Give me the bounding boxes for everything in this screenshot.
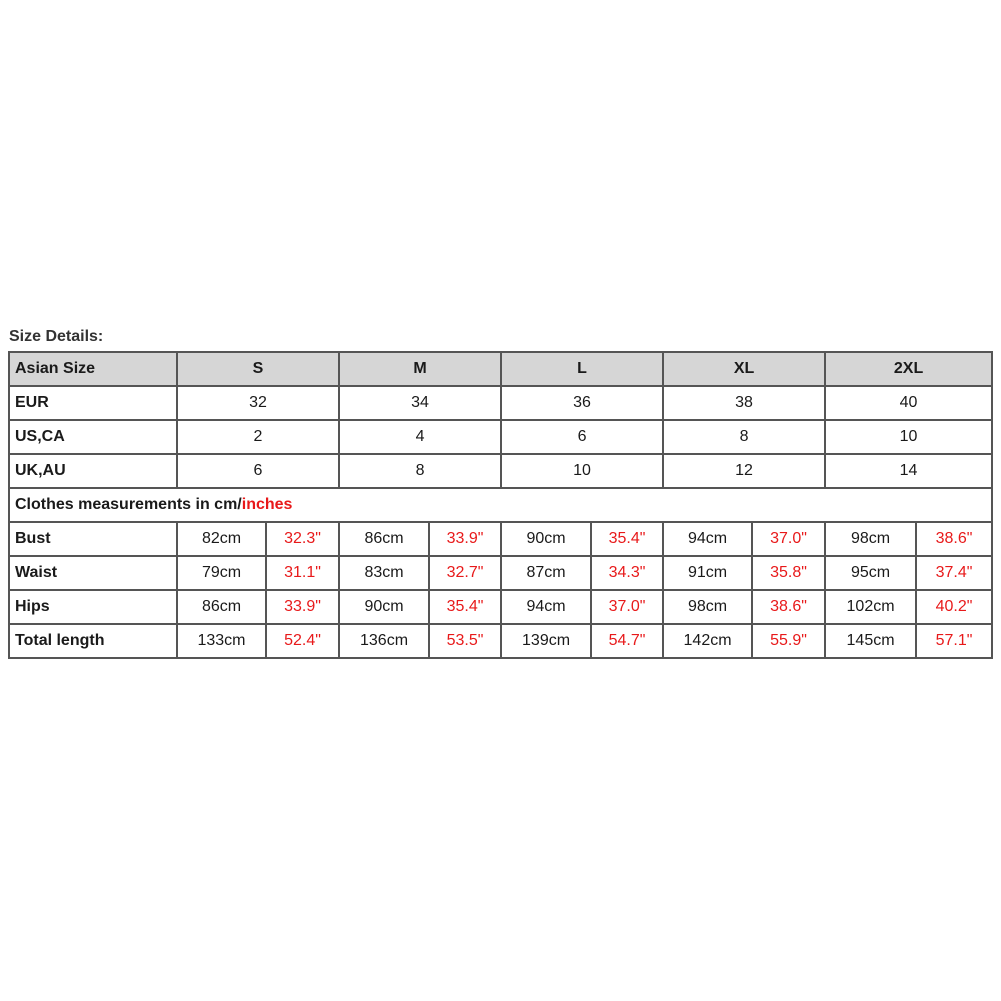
inch-cell: 38.6" — [916, 522, 992, 556]
inch-cell: 37.4" — [916, 556, 992, 590]
cm-cell: 136cm — [339, 624, 429, 658]
cm-cell: 133cm — [177, 624, 266, 658]
row-label-bust: Bust — [9, 522, 177, 556]
cm-cell: 79cm — [177, 556, 266, 590]
measurements-heading — [9, 488, 992, 522]
table-cell: 34 — [339, 386, 501, 420]
cm-cell: 91cm — [663, 556, 752, 590]
inch-cell: 38.6" — [752, 590, 825, 624]
cm-cell: 98cm — [663, 590, 752, 624]
table-row — [9, 386, 992, 420]
cm-cell: 145cm — [825, 624, 916, 658]
inch-cell: 33.9" — [429, 522, 501, 556]
measurements-heading-prefix: Clothes measurements in cm/ — [15, 496, 242, 513]
row-label-hips: Hips — [9, 590, 177, 624]
table-row — [9, 556, 992, 590]
inch-cell: 57.1" — [916, 624, 992, 658]
table-cell: 8 — [663, 420, 825, 454]
table-row — [9, 420, 992, 454]
inch-cell: 54.7" — [591, 624, 663, 658]
table-cell: 14 — [825, 454, 992, 488]
cm-cell: 94cm — [501, 590, 591, 624]
size-details-caption: Size Details: — [9, 328, 104, 345]
cm-cell: 82cm — [177, 522, 266, 556]
cm-cell: 98cm — [825, 522, 916, 556]
measurements-heading-row — [9, 488, 992, 522]
inch-cell: 40.2" — [916, 590, 992, 624]
inch-cell: 33.9" — [266, 590, 339, 624]
inch-cell: 34.3" — [591, 556, 663, 590]
table-cell: 8 — [339, 454, 501, 488]
table-cell: 32 — [177, 386, 339, 420]
table-cell: 4 — [339, 420, 501, 454]
inch-cell: 37.0" — [591, 590, 663, 624]
row-label-waist: Waist — [9, 556, 177, 590]
table-cell: 10 — [825, 420, 992, 454]
inch-cell: 31.1" — [266, 556, 339, 590]
table-row — [9, 624, 992, 658]
cm-cell: 90cm — [501, 522, 591, 556]
cm-cell: 139cm — [501, 624, 591, 658]
size-chart-table — [8, 351, 993, 659]
table-cell: 6 — [177, 454, 339, 488]
cm-cell: 142cm — [663, 624, 752, 658]
cm-cell: 83cm — [339, 556, 429, 590]
inch-cell: 52.4" — [266, 624, 339, 658]
size-header-s: S — [177, 352, 339, 386]
row-label-us-ca: US,CA — [9, 420, 177, 454]
table-cell: 40 — [825, 386, 992, 420]
table-cell: 12 — [663, 454, 825, 488]
cm-cell: 86cm — [177, 590, 266, 624]
table-row — [9, 590, 992, 624]
inch-cell: 37.0" — [752, 522, 825, 556]
cm-cell: 94cm — [663, 522, 752, 556]
size-header-2xl: 2XL — [825, 352, 992, 386]
table-cell: 10 — [501, 454, 663, 488]
cm-cell: 86cm — [339, 522, 429, 556]
inch-cell: 35.8" — [752, 556, 825, 590]
table-cell: 6 — [501, 420, 663, 454]
table-row — [9, 454, 992, 488]
table-cell: 2 — [177, 420, 339, 454]
size-header-xl: XL — [663, 352, 825, 386]
measurements-heading-inches: inches — [241, 496, 293, 513]
size-header-m: M — [339, 352, 501, 386]
inch-cell: 55.9" — [752, 624, 825, 658]
size-header-l: L — [501, 352, 663, 386]
cm-cell: 87cm — [501, 556, 591, 590]
table-cell: 38 — [663, 386, 825, 420]
row-label-eur: EUR — [9, 386, 177, 420]
table-row — [9, 522, 992, 556]
row-label-total-length: Total length — [9, 624, 177, 658]
table-header-row — [9, 352, 992, 386]
inch-cell: 53.5" — [429, 624, 501, 658]
asian-size-label: Asian Size — [9, 352, 177, 386]
inch-cell: 35.4" — [591, 522, 663, 556]
cm-cell: 95cm — [825, 556, 916, 590]
cm-cell: 102cm — [825, 590, 916, 624]
cm-cell: 90cm — [339, 590, 429, 624]
inch-cell: 32.7" — [429, 556, 501, 590]
row-label-uk-au: UK,AU — [9, 454, 177, 488]
table-cell: 36 — [501, 386, 663, 420]
inch-cell: 35.4" — [429, 590, 501, 624]
inch-cell: 32.3" — [266, 522, 339, 556]
